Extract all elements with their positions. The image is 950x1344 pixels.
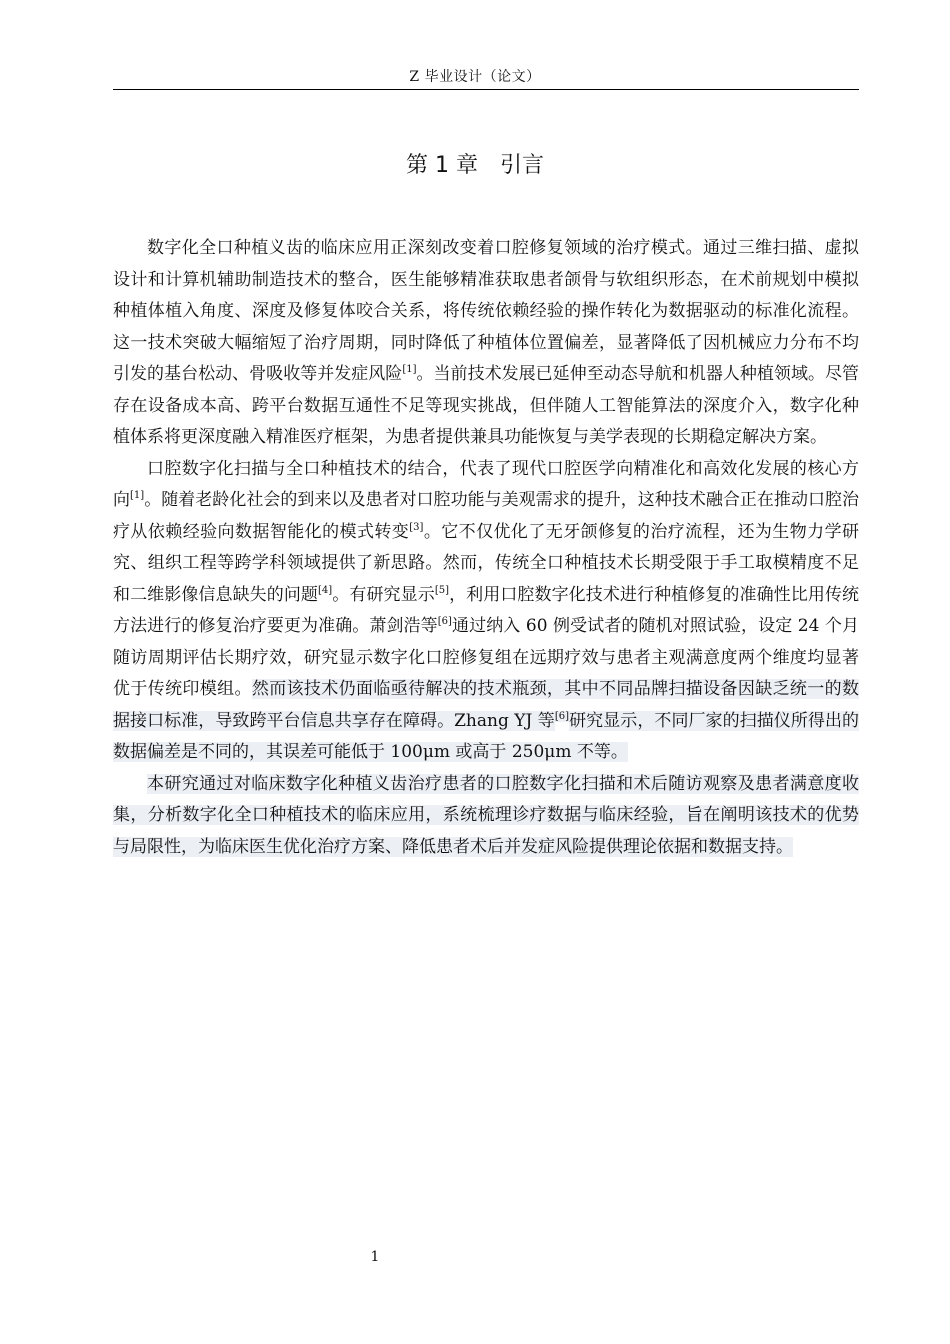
citation-ref: [4]: [318, 584, 333, 596]
header-rule: [113, 89, 859, 90]
text-run: 。当前技术发展已延伸至动态导航和机器人种植领域。尽管存在设备成本高、跨平台数据互通性不足等现实挑战，但伴随人工智能算法的深度介入，数字化种植体系将更深度融入精准医疗框架，为患者提供兼具功能恢复与美学表现的长期稳定解决方案。: [113, 364, 859, 447]
citation-ref: [1]: [130, 490, 145, 501]
citation-ref: [1]: [402, 364, 417, 375]
citation-ref: [6]: [554, 710, 570, 722]
text-run: ，利用口腔数字化技术进行种植修复的准确性比用传统方法进行的修复治疗要更为准确。萧剑浩等: [113, 584, 860, 636]
text-run: 。随着老龄化社会的到来以及患者对口腔功能与美观需求的提升，这种技术融合正在推动口腔治疗从依赖经验向数据智能化的模式转变: [113, 490, 860, 542]
text-run: 数字化全口种植义齿的临床应用正深刻改变着口腔修复领域的治疗模式。通过三维扫描、虚拟设计和计算机辅助制造技术的整合，医生能够精准获取患者颌骨与软组织形态，在术前规划中模拟种植体植入角度、深度及修复体咬合关系，将传统依赖经验的操作转化为数据驱动的标准化流程。这一技术突破大幅缩短了治疗周期，同时降低了种植体位置偏差，显著降低了因机械应力分布不均引发的基台松动、骨吸收等并发症风险: [113, 238, 859, 384]
text-run: 。有研究显示: [332, 584, 435, 605]
text-run: 本研究通过对临床数字化种植义齿治疗患者的口腔数字化扫描和术后随访观察及患者满意度收集，分析数字化全口种植技术的临床应用，系统梳理诊疗数据与临床经验，旨在阐明该技术的优势与局限性，为临床医生优化治疗方案、降低患者术后并发症风险提供理论依据和数据支持。: [113, 773, 859, 857]
text-run: 通过纳入 60 例受试者的随机对照试验，设定 24 个月随访周期评估长期疗效，研究显示数字化口腔修复组在远期疗效与患者主观满意度两个维度均显著优于传统印模组。: [113, 616, 859, 699]
text-run: 研究显示，不同厂家的扫描仪所得出的数据偏差是不同的，其误差可能低于 100μm 或高于 250μm 不等。: [113, 710, 860, 762]
text-run: 然而该技术仍面临亟待解决的技术瓶颈，其中不同品牌扫描设备因缺乏统一的数据接口标准，导致跨平台信息共享存在障碍。Zhang YJ 等: [113, 679, 860, 731]
chapter-name: 引言: [499, 153, 544, 178]
page-header: Z 毕业设计（论文）: [409, 69, 541, 85]
body-text: [113, 233, 859, 863]
citation-ref: [3]: [409, 521, 424, 533]
citation-ref: [6]: [437, 616, 452, 627]
text-run: 。它不仅优化了无牙颌修复的治疗流程，还为生物力学研究、组织工程等跨学科领域提供了新思路。然而，传统全口种植技术长期受限于手工取模精度不足和二维影像信息缺失的问题: [113, 521, 860, 605]
chapter-number: 第 1 章: [406, 153, 478, 178]
text-run: 口腔数字化扫描与全口种植技术的结合，代表了现代口腔医学向精准化和高效化发展的核心方向: [113, 458, 859, 510]
page-number: 1: [370, 1249, 380, 1265]
citation-ref: [5]: [434, 584, 449, 596]
chapter-title: [0, 148, 950, 179]
paragraph-1: [113, 233, 859, 454]
paragraph-3: [113, 769, 859, 864]
paragraph-2: [113, 454, 859, 769]
